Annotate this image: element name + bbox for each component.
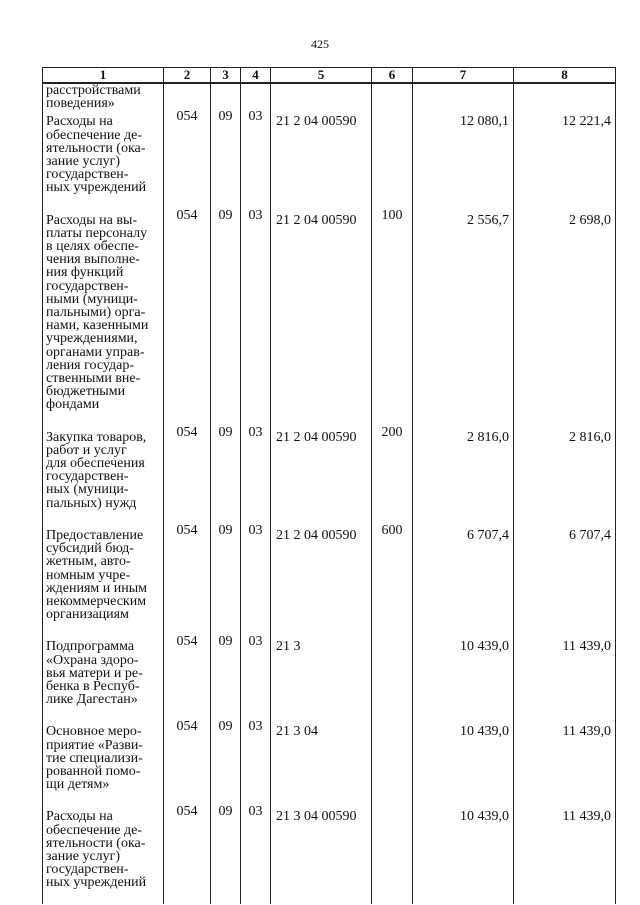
- description-line: государствен-: [46, 167, 129, 183]
- description-line: Закупка товаров,: [46, 429, 147, 445]
- expense-type-code: 100: [372, 209, 413, 426]
- description-line: тие специализи-: [46, 750, 143, 766]
- table-row: [43, 805, 616, 903]
- amount-year-1: 10 439,0: [413, 720, 514, 805]
- subsection-code: 03: [241, 110, 271, 208]
- table-row: [43, 209, 616, 426]
- amount-year-1: 2 816,0: [413, 426, 514, 524]
- description-line: щи детям»: [46, 777, 110, 793]
- amount-year-2: 11 439,0: [514, 720, 616, 805]
- description-line: ных (муници-: [46, 482, 129, 498]
- row-description: [43, 720, 164, 805]
- expense-type-code: [372, 635, 413, 720]
- description-line: Основное меро-: [46, 724, 142, 740]
- header-cell: 1: [43, 68, 164, 84]
- amount-year-1: 12 080,1: [413, 110, 514, 208]
- description-line: ных учреждений: [46, 875, 147, 891]
- description-line: приятие «Разви-: [46, 737, 144, 753]
- target-article-code: 21 2 04 00590: [271, 209, 372, 426]
- expense-type-code: 600: [372, 524, 413, 635]
- header-cell: 2: [164, 68, 211, 84]
- amount-year-2: 11 439,0: [514, 635, 616, 720]
- description-line: платы персоналу: [46, 225, 148, 241]
- expense-type-code: 200: [372, 426, 413, 524]
- amount-year-1: 10 439,0: [413, 635, 514, 720]
- description-line: некоммерческим: [46, 593, 147, 609]
- ministry-code: 054: [164, 720, 211, 805]
- amount-year-1: 2 556,7: [413, 209, 514, 426]
- target-article-code: 21 3 04 00590: [271, 805, 372, 903]
- description-line: ятельности (ока-: [46, 140, 146, 156]
- ministry-code: 054: [164, 524, 211, 635]
- description-line: в целях обеспе-: [46, 239, 139, 255]
- header-cell: 7: [413, 68, 514, 84]
- description-line: государствен-: [46, 469, 129, 485]
- amount-year-2: 12 221,4: [514, 110, 616, 208]
- header-row: [43, 68, 616, 84]
- header-cell: 5: [271, 68, 372, 84]
- description-line: государствен-: [46, 278, 129, 294]
- row-description: [43, 110, 164, 208]
- description-line: пальных) нужд: [46, 495, 137, 511]
- table-row: [43, 426, 616, 524]
- header-cell: 4: [241, 68, 271, 84]
- row-description: [43, 635, 164, 720]
- amount-year-1: 10 439,0: [413, 805, 514, 903]
- description-line: чения выполне-: [46, 252, 140, 268]
- section-code: 09: [211, 635, 241, 720]
- description-line: номным учре-: [46, 567, 131, 583]
- description-line: ственными вне-: [46, 371, 141, 387]
- ministry-code: 054: [164, 635, 211, 720]
- row-description: [43, 805, 164, 903]
- description-line: органами управ-: [46, 344, 145, 360]
- section-code: 09: [211, 426, 241, 524]
- description-line: ждениям и иным: [46, 580, 148, 596]
- description-line: Расходы на: [46, 114, 113, 130]
- section-code: 09: [211, 110, 241, 208]
- amount-year-2: 2 816,0: [514, 426, 616, 524]
- description-line: зание услуг): [46, 154, 121, 170]
- header-cell: 6: [372, 68, 413, 84]
- description-line: организациям: [46, 607, 129, 623]
- description-line: рованной помо-: [46, 763, 141, 779]
- description-line: обеспечение де-: [46, 127, 143, 143]
- description-line: нами, казенными: [46, 318, 149, 334]
- description-line: субсидий бюд-: [46, 541, 134, 557]
- description-line: расстройствами: [46, 83, 141, 98]
- description-line: Расходы на вы-: [46, 212, 138, 228]
- target-article-code: 21 3: [271, 635, 372, 720]
- continuation-description: [43, 83, 164, 110]
- description-line: зание услуг): [46, 848, 121, 864]
- continuation-row: [43, 83, 616, 110]
- section-code: 09: [211, 524, 241, 635]
- description-line: поведения»: [46, 96, 115, 112]
- target-article-code: 21 2 04 00590: [271, 524, 372, 635]
- ministry-code: 054: [164, 209, 211, 426]
- description-line: для обеспечения: [46, 456, 145, 472]
- budget-table: [42, 67, 616, 904]
- section-code: 09: [211, 720, 241, 805]
- description-line: ятельности (ока-: [46, 835, 146, 851]
- description-line: ными (муници-: [46, 291, 138, 307]
- table-row: [43, 110, 616, 208]
- subsection-code: 03: [241, 426, 271, 524]
- description-line: ления государ-: [46, 357, 135, 373]
- subsection-code: 03: [241, 524, 271, 635]
- ministry-code: 054: [164, 110, 211, 208]
- description-line: бюджетными: [46, 384, 126, 400]
- description-line: пальными) орга-: [46, 305, 146, 321]
- section-code: 09: [211, 805, 241, 903]
- description-line: Расходы на: [46, 809, 113, 825]
- subsection-code: 03: [241, 209, 271, 426]
- page-number: 425: [311, 37, 329, 51]
- row-description: [43, 524, 164, 635]
- description-line: обеспечение де-: [46, 822, 143, 838]
- target-article-code: 21 2 04 00590: [271, 426, 372, 524]
- amount-year-2: 6 707,4: [514, 524, 616, 635]
- row-description: [43, 426, 164, 524]
- description-line: Предоставление: [46, 527, 144, 543]
- description-line: ных учреждений: [46, 180, 147, 196]
- subsection-code: 03: [241, 635, 271, 720]
- description-line: бенка в Респуб-: [46, 678, 140, 694]
- target-article-code: 21 3 04: [271, 720, 372, 805]
- amount-year-2: 11 439,0: [514, 805, 616, 903]
- description-line: Подпрограмма: [46, 639, 135, 655]
- table-row: [43, 524, 616, 635]
- table-row: [43, 635, 616, 720]
- description-line: работ и услуг: [46, 442, 127, 458]
- row-description: [43, 209, 164, 426]
- description-line: ния функций: [46, 265, 124, 281]
- description-line: фондами: [46, 397, 100, 413]
- header-cell: 3: [211, 68, 241, 84]
- expense-type-code: [372, 110, 413, 208]
- subsection-code: 03: [241, 720, 271, 805]
- amount-year-2: 2 698,0: [514, 209, 616, 426]
- subsection-code: 03: [241, 805, 271, 903]
- description-line: жетным, авто-: [46, 554, 131, 570]
- section-code: 09: [211, 209, 241, 426]
- amount-year-1: 6 707,4: [413, 524, 514, 635]
- description-line: государствен-: [46, 862, 129, 878]
- expense-type-code: [372, 720, 413, 805]
- description-line: лике Дагестан»: [46, 692, 138, 708]
- description-line: «Охрана здоро-: [46, 652, 139, 668]
- ministry-code: 054: [164, 426, 211, 524]
- ministry-code: 054: [164, 805, 211, 903]
- expense-type-code: [372, 805, 413, 903]
- description-line: вья матери и ре-: [46, 665, 143, 681]
- description-line: учреждениями,: [46, 331, 138, 347]
- table-row: [43, 720, 616, 805]
- header-cell: 8: [514, 68, 616, 84]
- target-article-code: 21 2 04 00590: [271, 110, 372, 208]
